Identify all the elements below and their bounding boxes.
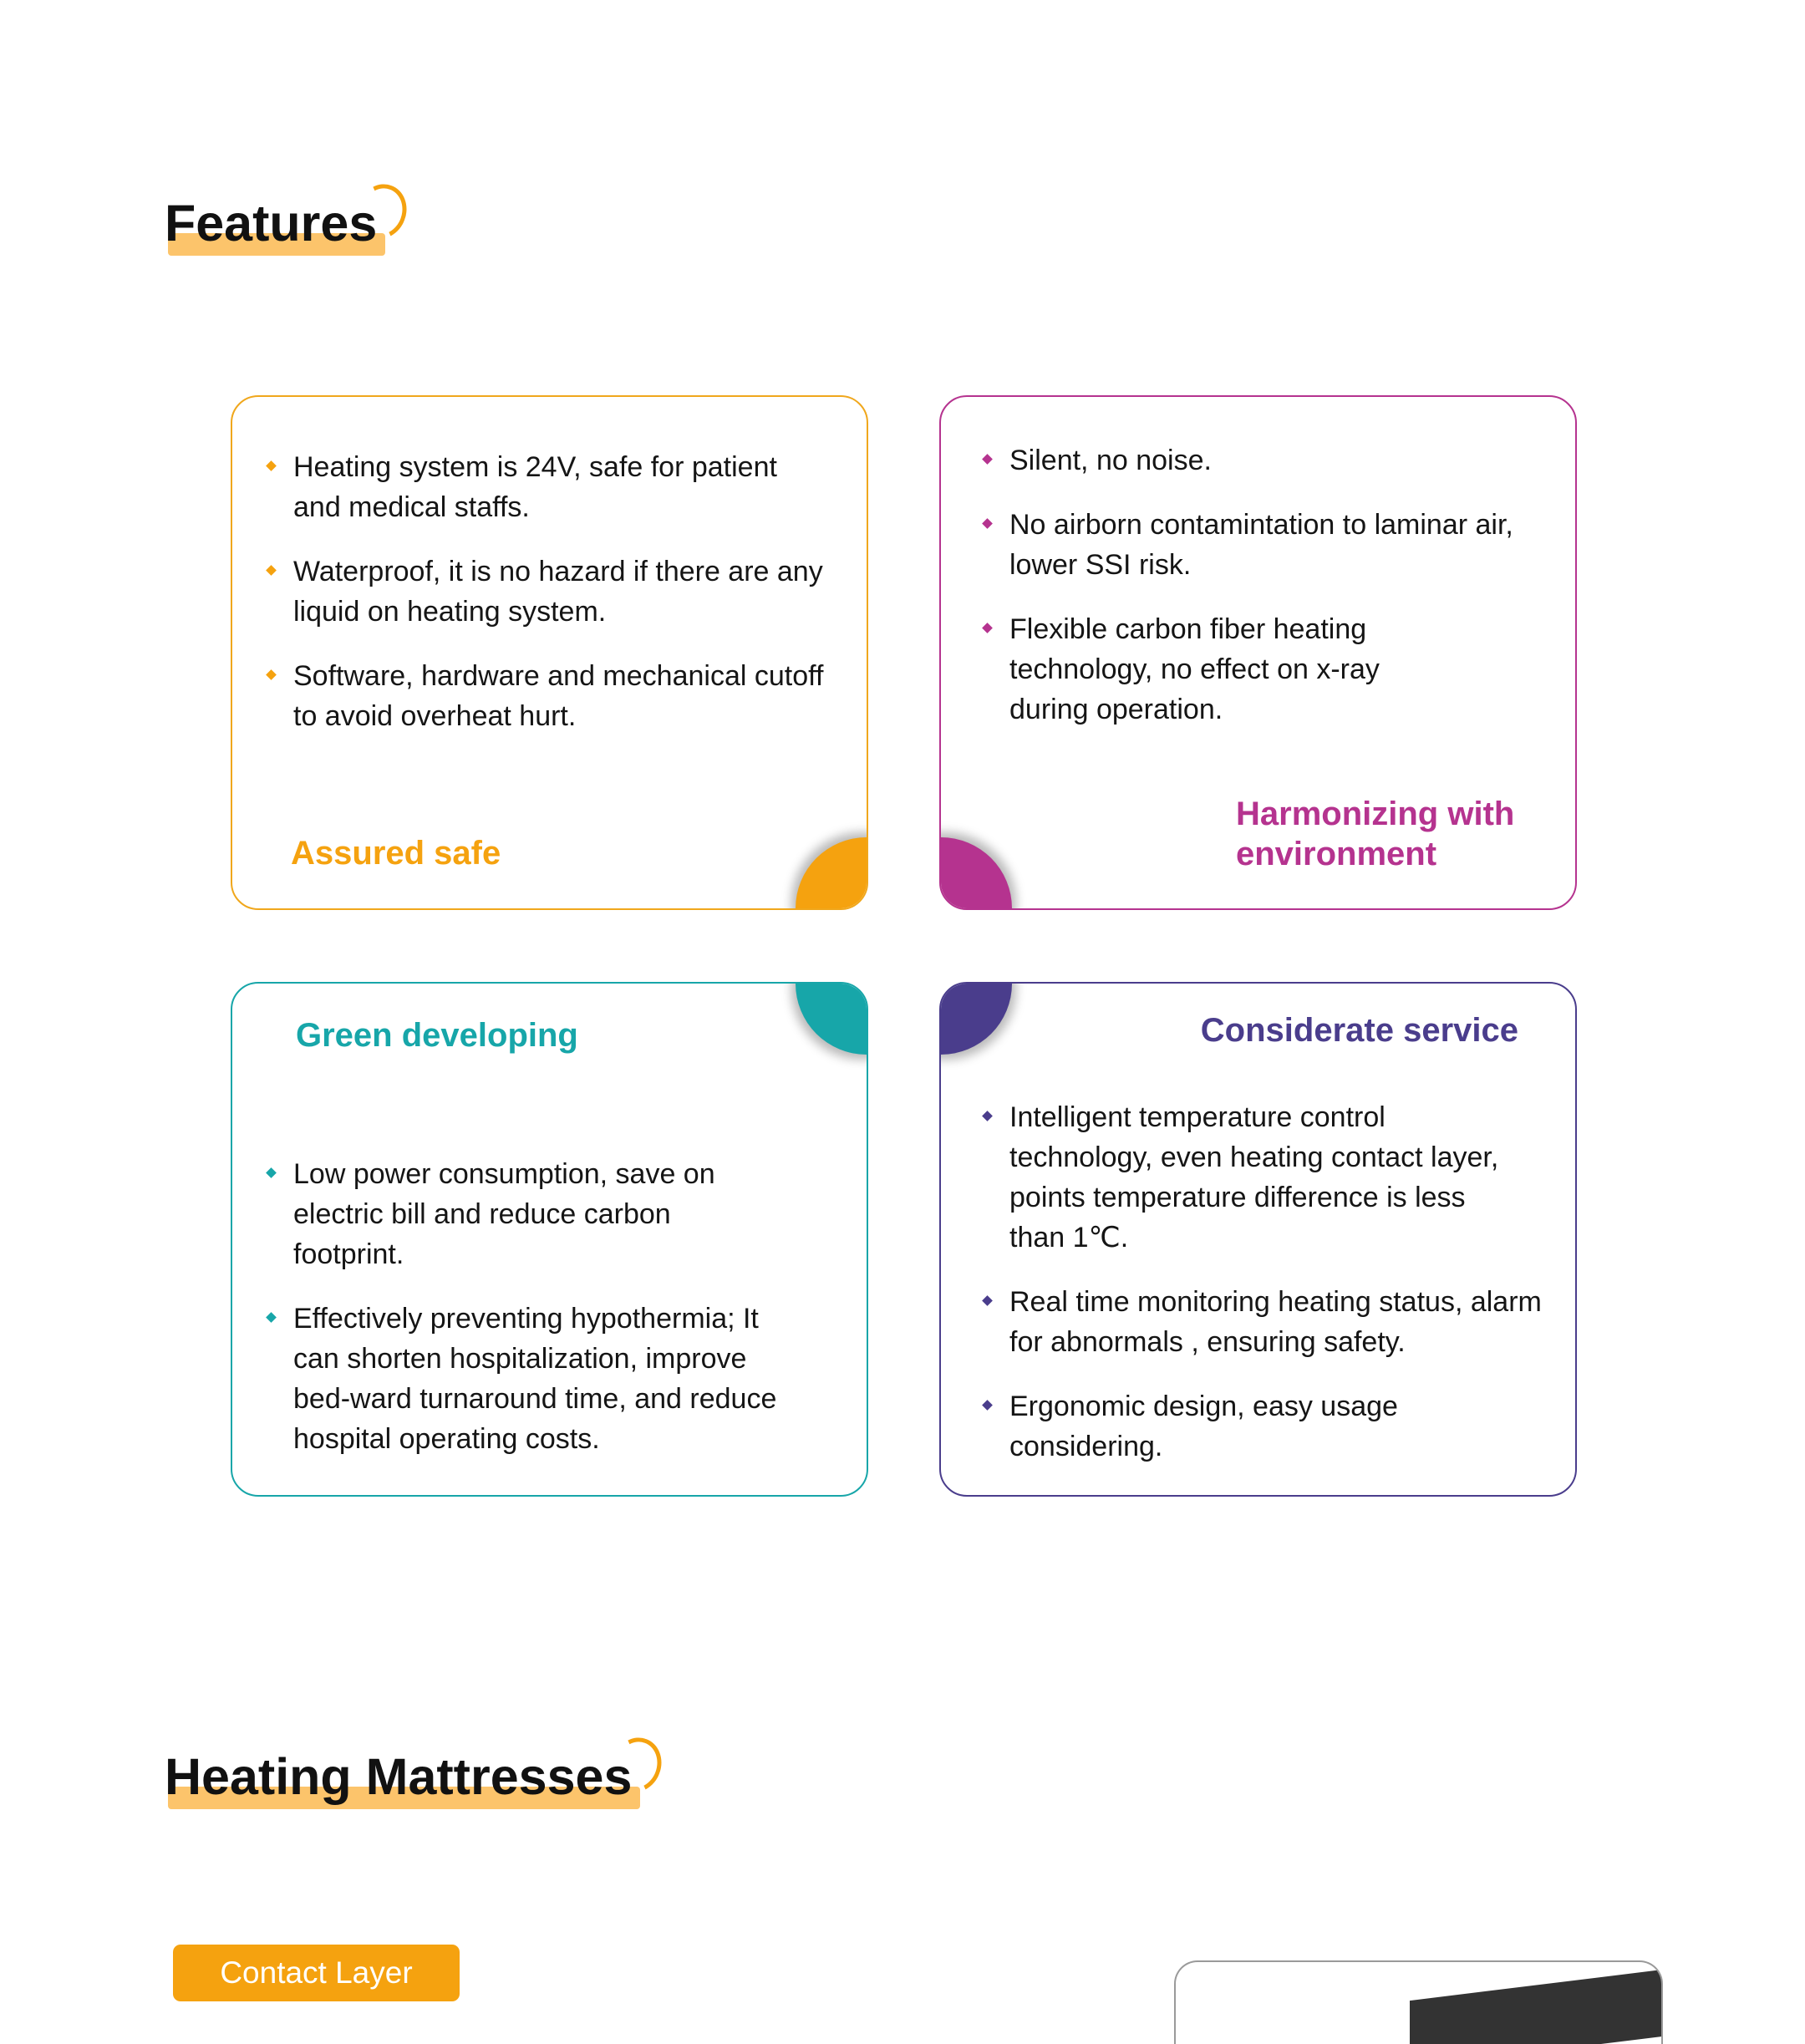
list-item xyxy=(979,1386,1477,1467)
product-image-fragment xyxy=(1410,1964,1663,2044)
list-item xyxy=(979,1282,1547,1362)
card-title: Green developing xyxy=(296,1017,578,1054)
diamond-bullet-icon xyxy=(982,518,993,529)
list-item-text: Real time monitoring heating status, alarm for abnormals , ensuring safety. xyxy=(1009,1286,1542,1358)
diamond-bullet-icon xyxy=(982,1295,993,1306)
list-item xyxy=(979,505,1547,585)
card-title: Considerate service xyxy=(1200,1012,1518,1049)
list-item-text: Software, hardware and mechanical cutoff to avoid overheat hurt. xyxy=(293,660,824,732)
feature-card-considerate-service xyxy=(939,982,1577,1497)
list-item xyxy=(979,1097,1528,1258)
list-item-text: Intelligent temperature control technology, even heating contact layer, points temperature difference is less than 1℃. xyxy=(1009,1101,1499,1253)
list-item-text: Low power consumption, save on electric bill and reduce carbon footprint. xyxy=(293,1158,715,1270)
feature-list xyxy=(262,447,831,736)
list-item xyxy=(262,552,831,632)
diamond-bullet-icon xyxy=(266,669,277,680)
list-item-text: Flexible carbon fiber heating technology, no effect on x-ray during operation. xyxy=(1009,613,1380,725)
feature-list xyxy=(262,1154,831,1459)
feature-card-harmonizing xyxy=(939,395,1577,910)
list-item-text: Ergonomic design, easy usage considering. xyxy=(1009,1391,1398,1462)
diamond-bullet-icon xyxy=(982,454,993,465)
corner-decoration xyxy=(796,982,868,1055)
feature-list xyxy=(979,440,1547,730)
product-preview-panel xyxy=(1174,1960,1663,2044)
heating-mattresses-heading xyxy=(165,1748,633,1805)
diamond-bullet-icon xyxy=(266,1312,277,1323)
list-item xyxy=(979,440,1547,480)
list-item xyxy=(262,1154,786,1274)
list-item xyxy=(979,609,1444,730)
list-item-text: Heating system is 24V, safe for patient and medical staffs. xyxy=(293,451,777,523)
features-heading xyxy=(165,195,378,252)
corner-decoration xyxy=(939,837,1012,910)
corner-decoration xyxy=(796,837,868,910)
diamond-bullet-icon xyxy=(266,1167,277,1178)
list-item xyxy=(262,447,831,527)
list-item-text: Silent, no noise. xyxy=(1009,445,1212,476)
diamond-bullet-icon xyxy=(982,623,993,633)
list-item-text: No airborn contamintation to laminar air, lower SSI risk. xyxy=(1009,509,1513,581)
list-item xyxy=(262,656,831,736)
list-item-text: Effectively preventing hypothermia; It can shorten hospitalization, improve bed-ward turnaround time, and reduce hospital operating costs. xyxy=(293,1303,777,1455)
card-title: Harmonizing with environment xyxy=(1236,796,1515,872)
feature-card-assured-safe xyxy=(231,395,868,910)
features-heading-text: Features xyxy=(165,195,378,252)
heating-mattresses-heading-text: Heating Mattresses xyxy=(165,1748,633,1805)
feature-card-green-developing xyxy=(231,982,868,1497)
corner-decoration xyxy=(939,982,1012,1055)
feature-list xyxy=(979,1097,1547,1467)
diamond-bullet-icon xyxy=(982,1111,993,1121)
tab-contact-layer[interactable]: Contact Layer xyxy=(173,1945,460,2001)
diamond-bullet-icon xyxy=(266,460,277,471)
diamond-bullet-icon xyxy=(266,565,277,576)
list-item-text: Waterproof, it is no hazard if there are any liquid on heating system. xyxy=(293,556,823,628)
diamond-bullet-icon xyxy=(982,1400,993,1411)
card-title: Assured safe xyxy=(291,835,501,872)
list-item xyxy=(262,1299,786,1459)
